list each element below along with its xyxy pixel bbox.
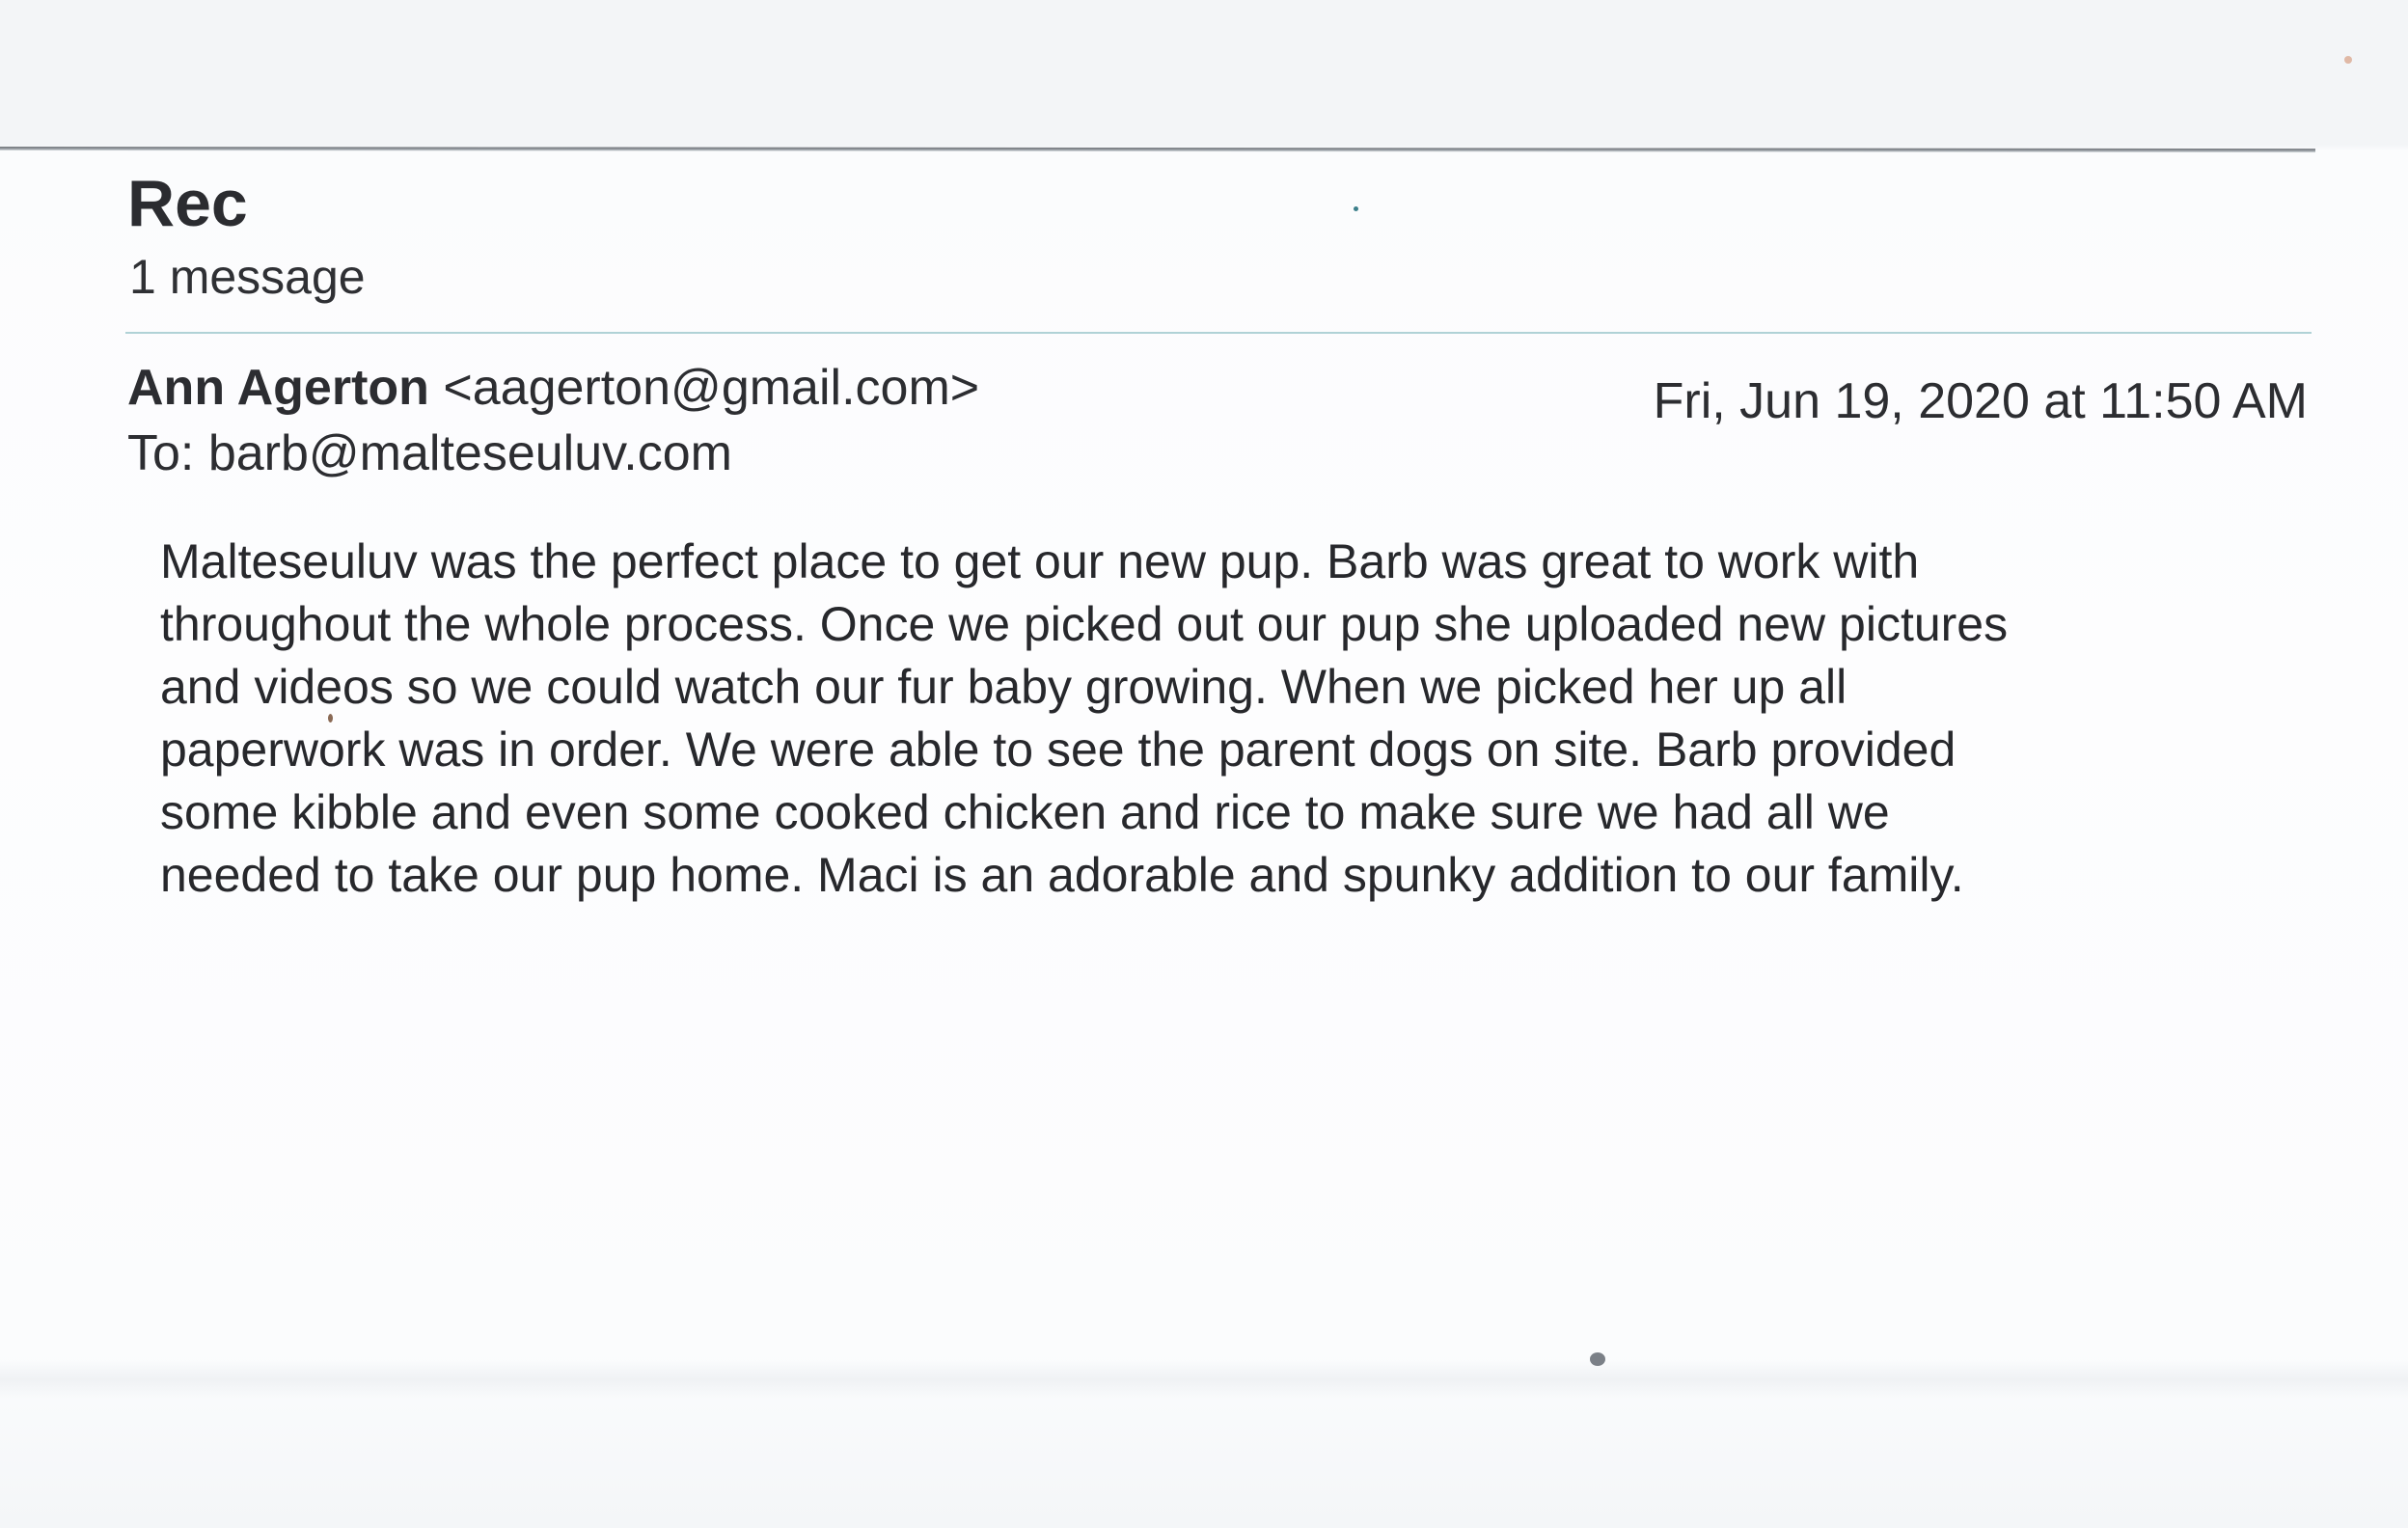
body-line: and videos so we could watch our fur baby growing. When we picked her up all <box>160 660 1847 714</box>
recipient-line: To: barb@malteseuluv.com <box>127 425 732 481</box>
paper-crease <box>0 1360 2408 1399</box>
header-divider <box>125 332 2312 334</box>
sender-email: <aagerton@gmail.com> <box>443 360 980 416</box>
paper-fold-line <box>0 147 2315 152</box>
scan-speck <box>1590 1352 1605 1366</box>
body-line: some kibble and even some cooked chicken and rice to make sure we had all we <box>160 785 1890 839</box>
body-line: needed to take our pup home. Maci is an adorable and spunky addition to our family. <box>160 848 1964 902</box>
body-line: throughout the whole process. Once we picked out our pup she uploaded new pictures <box>160 597 2009 651</box>
email-subject: Rec <box>127 167 248 240</box>
scan-speck <box>1354 206 1358 211</box>
body-line: paperwork was in order. We were able to see the parent dogs on site. Barb provided <box>160 723 1956 777</box>
sender-name: Ann Agerton <box>127 360 429 416</box>
email-body <box>160 531 2321 907</box>
message-count: 1 message <box>129 250 366 304</box>
scan-speck <box>2344 56 2352 64</box>
email-date: Fri, Jun 19, 2020 at 11:50 AM <box>1653 373 2308 429</box>
sender-line <box>127 359 979 417</box>
body-line: Malteseuluv was the perfect place to get our new pup. Barb was great to work with <box>160 534 1920 588</box>
